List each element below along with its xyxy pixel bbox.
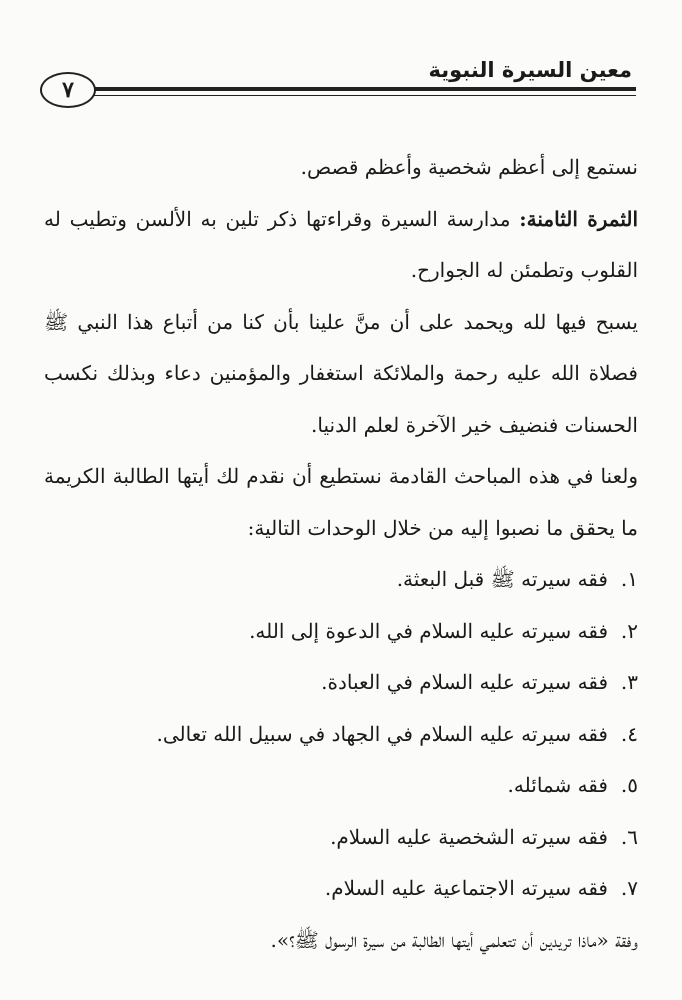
list-item-number: ١. xyxy=(620,567,638,591)
list-item-text: فقه سيرته عليه السلام في العبادة. xyxy=(321,670,608,694)
book-title: معين السيرة النبوية xyxy=(428,58,632,82)
list-item xyxy=(44,760,638,812)
list-item xyxy=(44,657,638,709)
closing-paragraph: وفقة «ماذا تريدين أن تتعلمي أيتها الطالبة من سيرة الرسول ﷺ؟». xyxy=(270,927,638,952)
list-item-number: ٤. xyxy=(620,721,638,746)
list-item xyxy=(44,812,638,864)
list-item xyxy=(44,606,638,658)
list-item-number: ٢. xyxy=(620,618,638,643)
paragraph-2-lead: الثمرة الثامنة: xyxy=(519,206,639,231)
list-item-number: ٧. xyxy=(620,876,638,900)
page-number-badge xyxy=(40,72,96,108)
list-item-text: فقه شمائله. xyxy=(507,773,608,797)
list-item-number: ٦. xyxy=(620,824,638,849)
list-item-text: فقه سيرته ﷺ قبل البعثة. xyxy=(396,567,608,591)
page-body xyxy=(44,142,638,966)
header-rule-thick xyxy=(92,87,636,91)
list-item xyxy=(44,709,638,761)
paragraph-1: نستمع إلى أعظم شخصية وأعظم قصص. xyxy=(300,155,638,179)
list-item-text: فقه سيرته الشخصية عليه السلام. xyxy=(330,824,608,849)
list-item-text: فقه سيرته عليه السلام في الجهاد في سبيل الله تعالى. xyxy=(156,721,608,746)
page-header xyxy=(40,56,636,120)
units-list xyxy=(44,554,638,915)
paragraph-2 xyxy=(44,194,638,297)
header-rule-thin xyxy=(92,95,636,96)
list-item-number: ٥. xyxy=(620,773,638,797)
paragraph-2-body: مدارسة السيرة وقراءتها ذكر تلين به الألسن وتطيب له القلوب وتطمئن له الجوارح. xyxy=(44,206,638,282)
list-item-text: فقه سيرته الاجتماعية عليه السلام. xyxy=(324,876,608,900)
list-item-text: فقه سيرته عليه السلام في الدعوة إلى الله. xyxy=(249,618,608,643)
list-item-number: ٣. xyxy=(620,670,638,694)
list-item xyxy=(44,863,638,915)
list-item xyxy=(44,554,638,606)
paragraph-3: يسبح فيها لله ويحمد على أن منَّ علينا بأن كنا من أتباع هذا النبي ﷺ فصلاة الله عليه رحمة والملائكة استغفار والمؤمنين دعاء وبذلك نكسب الحسنات فنضيف خير الآخرة لعلم الدنيا. xyxy=(44,309,638,437)
page-number: ٧ xyxy=(62,77,74,103)
paragraph-4: ولعنا في هذه المباحث القادمة نستطيع أن نقدم لك أيتها الطالبة الكريمة ما يحقق ما نصبوا إليه من خلال الوحدات التالية: xyxy=(44,464,638,540)
